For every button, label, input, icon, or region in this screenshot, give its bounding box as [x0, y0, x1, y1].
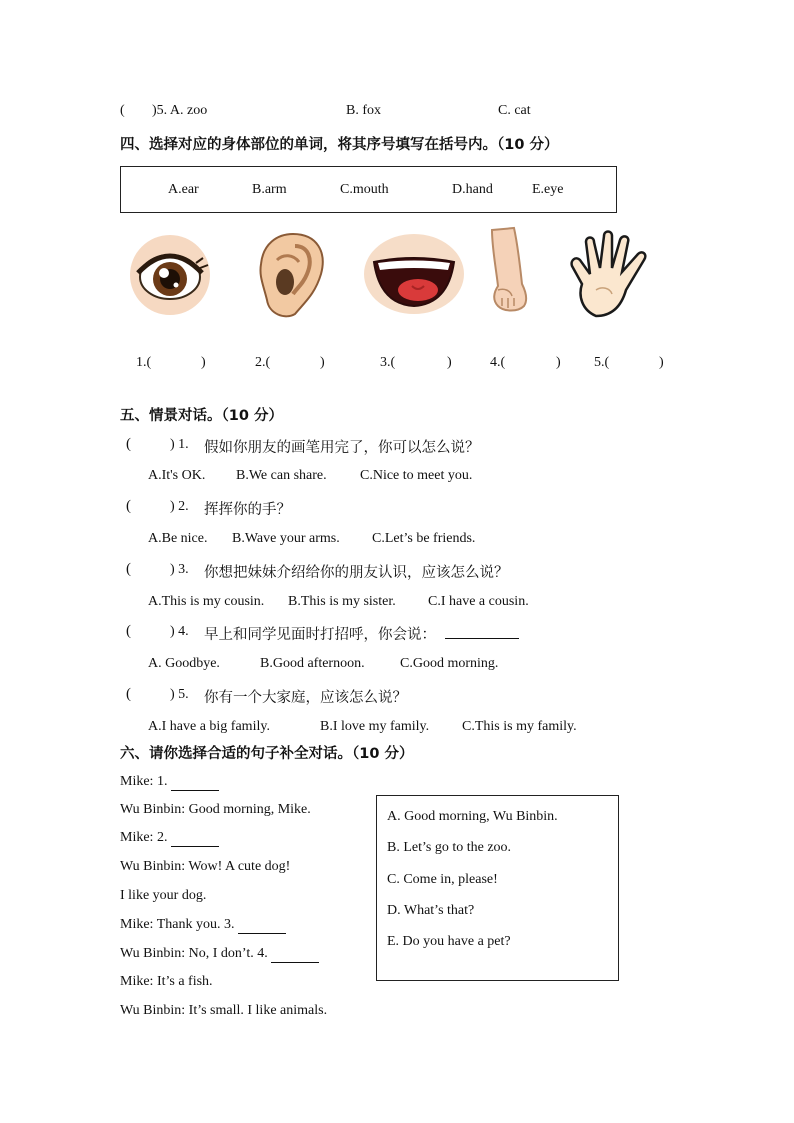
choice-item: B. Let’s go to the zoo. [387, 840, 512, 855]
option-a: A.It's OK. [148, 468, 206, 483]
question-number: ) 2. [170, 499, 189, 514]
dialogue-line: Mike: It’s a fish. [120, 974, 213, 989]
question-prompt: 早上和同学见面时打招呼，你会说： [204, 627, 436, 643]
question-prompt: 你想把妹妹介绍给你的朋友认识，应该怎么说？ [204, 565, 509, 581]
question-prompt: 你有一个大家庭，应该怎么说？ [204, 690, 407, 706]
word-option: D.hand [452, 182, 493, 197]
option-b: B.Wave your arms. [232, 531, 340, 546]
answer-blank[interactable] [171, 774, 219, 791]
picture-answer-4[interactable]: 4.( [490, 355, 506, 370]
prev-option-b: B. fox [346, 103, 381, 118]
dialogue-line: Wu Binbin: It’s small. I like animals. [120, 1003, 328, 1018]
option-b: B.Good afternoon. [260, 656, 365, 671]
eye-icon [128, 233, 212, 317]
picture-answer-1[interactable]: 1.( [136, 355, 152, 370]
section4-title: 四、选择对应的身体部位的单词，将其序号填写在括号内。（10 分） [120, 137, 559, 153]
picture-answer-1-close: ) [201, 355, 206, 370]
option-c: C.Nice to meet you. [360, 468, 473, 483]
picture-answer-3-close: ) [447, 355, 452, 370]
section6-title: 六、请你选择合适的句子补全对话。（10 分） [120, 746, 414, 762]
option-c: C.Let’s be friends. [372, 531, 476, 546]
option-c: C.This is my family. [462, 719, 577, 734]
dialogue-line: I like your dog. [120, 888, 207, 903]
answer-paren: ( [120, 103, 125, 118]
picture-answer-5[interactable]: 5.( [594, 355, 610, 370]
section5-title: 五、情景对话。（10 分） [120, 408, 283, 424]
option-b: B.This is my sister. [288, 594, 396, 609]
option-a: A.Be nice. [148, 531, 208, 546]
dialogue-line: Wu Binbin: No, I don’t. 4. [120, 946, 319, 963]
option-a: A.I have a big family. [148, 719, 270, 734]
prev-question [120, 103, 125, 119]
answer-blank[interactable] [271, 946, 319, 963]
answer-blank[interactable] [445, 638, 519, 639]
picture-answer-3[interactable]: 3.( [380, 355, 396, 370]
dialogue-line: Mike: 1. [120, 774, 219, 791]
question-paren[interactable]: ( [126, 686, 131, 702]
option-a: A.This is my cousin. [148, 594, 265, 609]
mouth-icon [362, 232, 466, 316]
choice-item: C. Come in, please! [387, 872, 498, 887]
choice-item: D. What’s that? [387, 903, 475, 918]
picture-answer-2-close: ) [320, 355, 325, 370]
picture-answer-2[interactable]: 2.( [255, 355, 271, 370]
question-paren[interactable]: ( [126, 623, 131, 639]
prev-option-c: C. cat [498, 103, 531, 118]
choice-item: A. Good morning, Wu Binbin. [387, 809, 558, 824]
option-b: B.I love my family. [320, 719, 430, 734]
option-c: C.I have a cousin. [428, 594, 529, 609]
question-prompt: 假如你朋友的画笔用完了，你可以怎么说？ [204, 440, 480, 456]
dialogue-line: Wu Binbin: Wow! A cute dog! [120, 859, 291, 874]
dialogue-line: Mike: 2. [120, 830, 219, 847]
answer-blank[interactable] [238, 917, 286, 934]
ear-icon [255, 230, 329, 320]
question-number: ) 5. [170, 687, 189, 702]
question-prompt: 挥挥你的手？ [204, 502, 291, 518]
choice-item: E. Do you have a pet? [387, 934, 511, 949]
question-paren[interactable]: ( [126, 561, 131, 577]
word-option: C.mouth [340, 182, 389, 197]
question-paren[interactable]: ( [126, 498, 131, 514]
word-option: A.ear [168, 182, 199, 197]
hand-icon [566, 230, 660, 318]
option-a: A. Goodbye. [148, 656, 220, 671]
picture-answer-4-close: ) [556, 355, 561, 370]
question-number: ) 4. [170, 624, 189, 639]
answer-blank[interactable] [171, 830, 219, 847]
prev-question-number: )5. A. zoo [152, 103, 208, 118]
dialogue-line: Wu Binbin: Good morning, Mike. [120, 802, 311, 817]
question-number: ) 3. [170, 562, 189, 577]
dialogue-line: Mike: Thank you. 3. [120, 917, 286, 934]
arm-icon [484, 226, 532, 314]
option-c: C.Good morning. [400, 656, 499, 671]
question-number: ) 1. [170, 437, 189, 452]
word-option: E.eye [532, 182, 564, 197]
option-b: B.We can share. [236, 468, 327, 483]
question-paren[interactable]: ( [126, 436, 131, 452]
word-option: B.arm [252, 182, 287, 197]
picture-answer-5-close: ) [659, 355, 664, 370]
